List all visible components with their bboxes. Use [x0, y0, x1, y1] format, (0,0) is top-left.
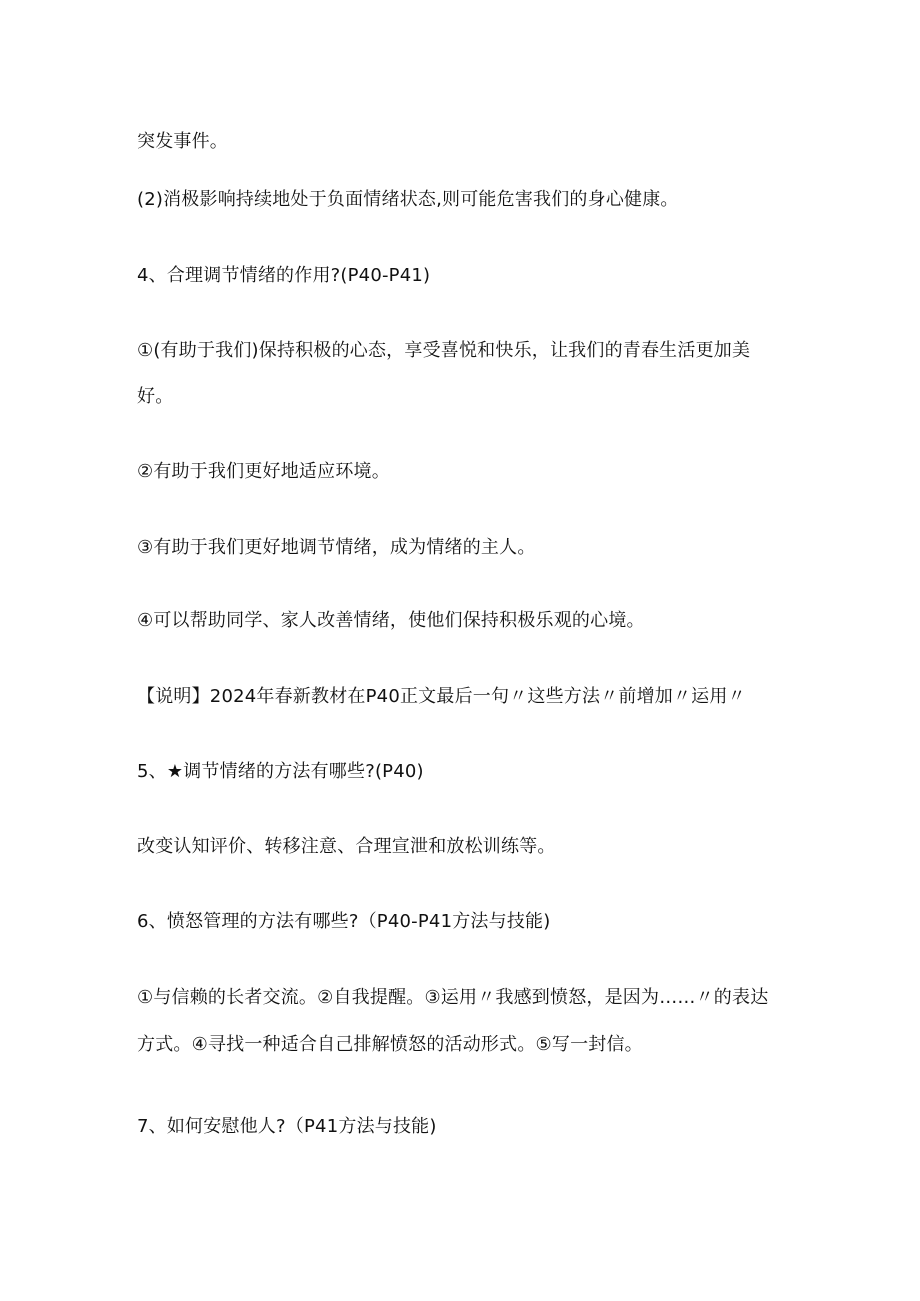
answer-4-item-1-continued: 好。 — [137, 386, 174, 407]
question-6-heading: 6、愤怒管理的方法有哪些?（P40-P41方法与技能) — [137, 911, 551, 932]
question-5-heading: 5、★调节情绪的方法有哪些?(P40) — [137, 761, 424, 782]
answer-5: 改变认知评价、转移注意、合理宣泄和放松训练等。 — [137, 836, 556, 857]
answer-6-line-1: ①与信赖的长者交流。②自我提醒。③运用〃我感到愤怒，是因为……〃的表达 — [137, 987, 769, 1008]
answer-4-item-2: ②有助于我们更好地适应环境。 — [137, 461, 390, 482]
question-4-heading: 4、合理调节情绪的作用?(P40-P41) — [137, 265, 431, 286]
answer-4-item-3: ③有助于我们更好地调节情绪，成为情绪的主人。 — [137, 537, 536, 558]
answer-4-item-1: ①(有助于我们)保持积极的心态，享受喜悦和快乐，让我们的青春生活更加美 — [137, 340, 751, 361]
answer-4-item-4: ④可以帮助同学、家人改善情绪，使他们保持积极乐观的心境。 — [137, 610, 645, 631]
note-paragraph: 【说明】2024年春新教材在P40正文最后一句〃这些方法〃前增加〃运用〃 — [137, 686, 746, 707]
answer-6-line-2: 方式。④寻找一种适合自己排解愤怒的活动形式。⑤写一封信。 — [137, 1034, 643, 1055]
text-line-negative-impact: (2)消极影响持续地处于负面情绪状态,则可能危害我们的身心健康。 — [137, 189, 679, 210]
question-7-heading: 7、如何安慰他人?（P41方法与技能) — [137, 1116, 437, 1137]
text-line-sudden-events: 突发事件。 — [137, 131, 228, 152]
